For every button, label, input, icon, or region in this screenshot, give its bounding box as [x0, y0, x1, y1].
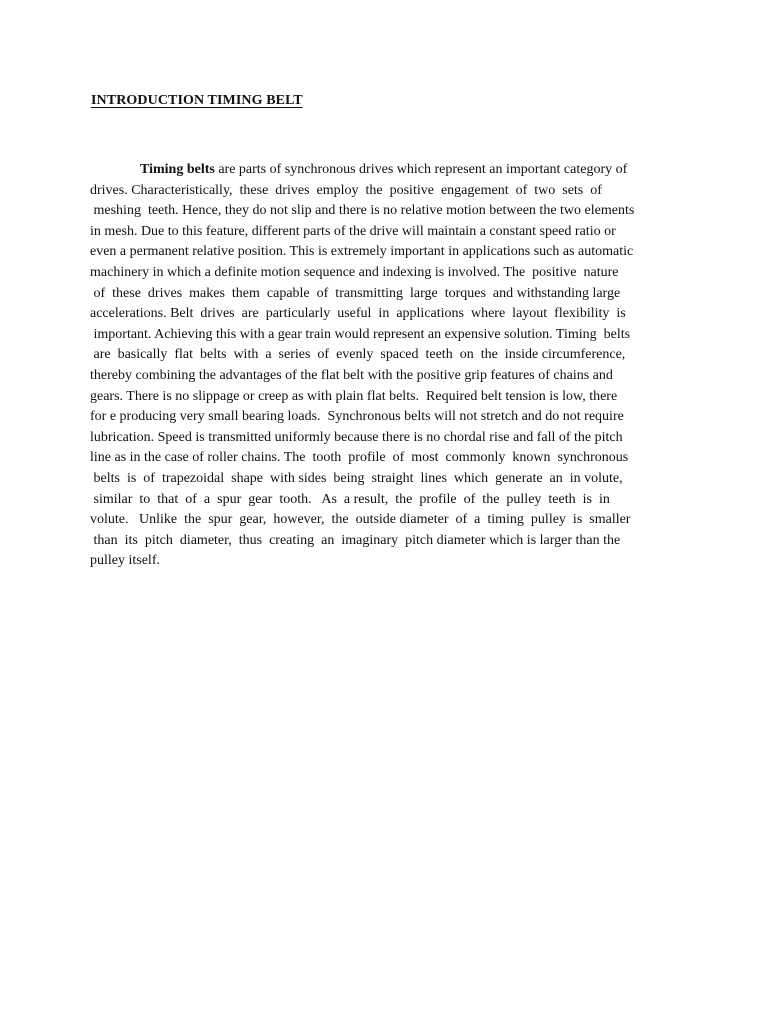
paragraph-line: thereby combining the advantages of the flat belt with the positive grip features of chains and	[90, 367, 613, 383]
paragraph-line: line as in the case of roller chains. The tooth profile of most commonly known synchronous	[90, 450, 629, 466]
paragraph-line: are basically flat belts with a series of evenly spaced teeth on the inside circumference,	[90, 347, 626, 363]
paragraph-line: belts is of trapezoidal shape with sides being straight lines which generate an in volute,	[90, 470, 623, 486]
paragraph-line: meshing teeth. Hence, they do not slip and there is no relative motion between the two elements	[90, 203, 635, 219]
lead-term: Timing belts	[140, 162, 215, 177]
paragraph-line: in mesh. Due to this feature, different parts of the drive will maintain a constant speed ratio or	[90, 223, 616, 239]
paragraph-line: drives. Characteristically, these drives employ the positive engagement of two sets of	[90, 182, 602, 198]
paragraph-line: machinery in which a definite motion sequence and indexing is involved. The positive nature	[90, 264, 619, 280]
paragraph-line: important. Achieving this with a gear train would represent an expensive solution. Timing belts	[90, 326, 631, 342]
paragraph-line: accelerations. Belt drives are particularly useful in applications where layout flexibility is	[90, 306, 626, 322]
paragraph-line: than its pitch diameter, thus creating an imaginary pitch diameter which is larger than the	[90, 532, 621, 548]
body-paragraph	[90, 160, 690, 572]
paragraph-line: for e producing very small bearing loads. Synchronous belts will not stretch and do not require	[90, 409, 624, 425]
page-title: INTRODUCTION TIMING BELT	[91, 93, 303, 108]
paragraph-line: lubrication. Speed is transmitted uniformly because there is no chordal rise and fall of the pitch	[90, 429, 623, 445]
paragraph-line: even a permanent relative position. This is extremely important in applications such as automatic	[90, 244, 634, 260]
paragraph-line: similar to that of a spur gear tooth. As a result, the profile of the pulley teeth is in	[90, 491, 610, 507]
paragraph-line: pulley itself.	[90, 553, 160, 569]
paragraph-line: volute. Unlike the spur gear, however, the outside diameter of a timing pulley is smaller	[90, 512, 631, 528]
paragraph-line-text: are parts of synchronous drives which represent an important category of	[214, 162, 628, 177]
paragraph-line: of these drives makes them capable of transmitting large torques and withstanding large	[90, 285, 621, 301]
paragraph-line	[90, 160, 690, 181]
paragraph-line: gears. There is no slippage or creep as with plain flat belts. Required belt tension is low, there	[90, 388, 618, 404]
